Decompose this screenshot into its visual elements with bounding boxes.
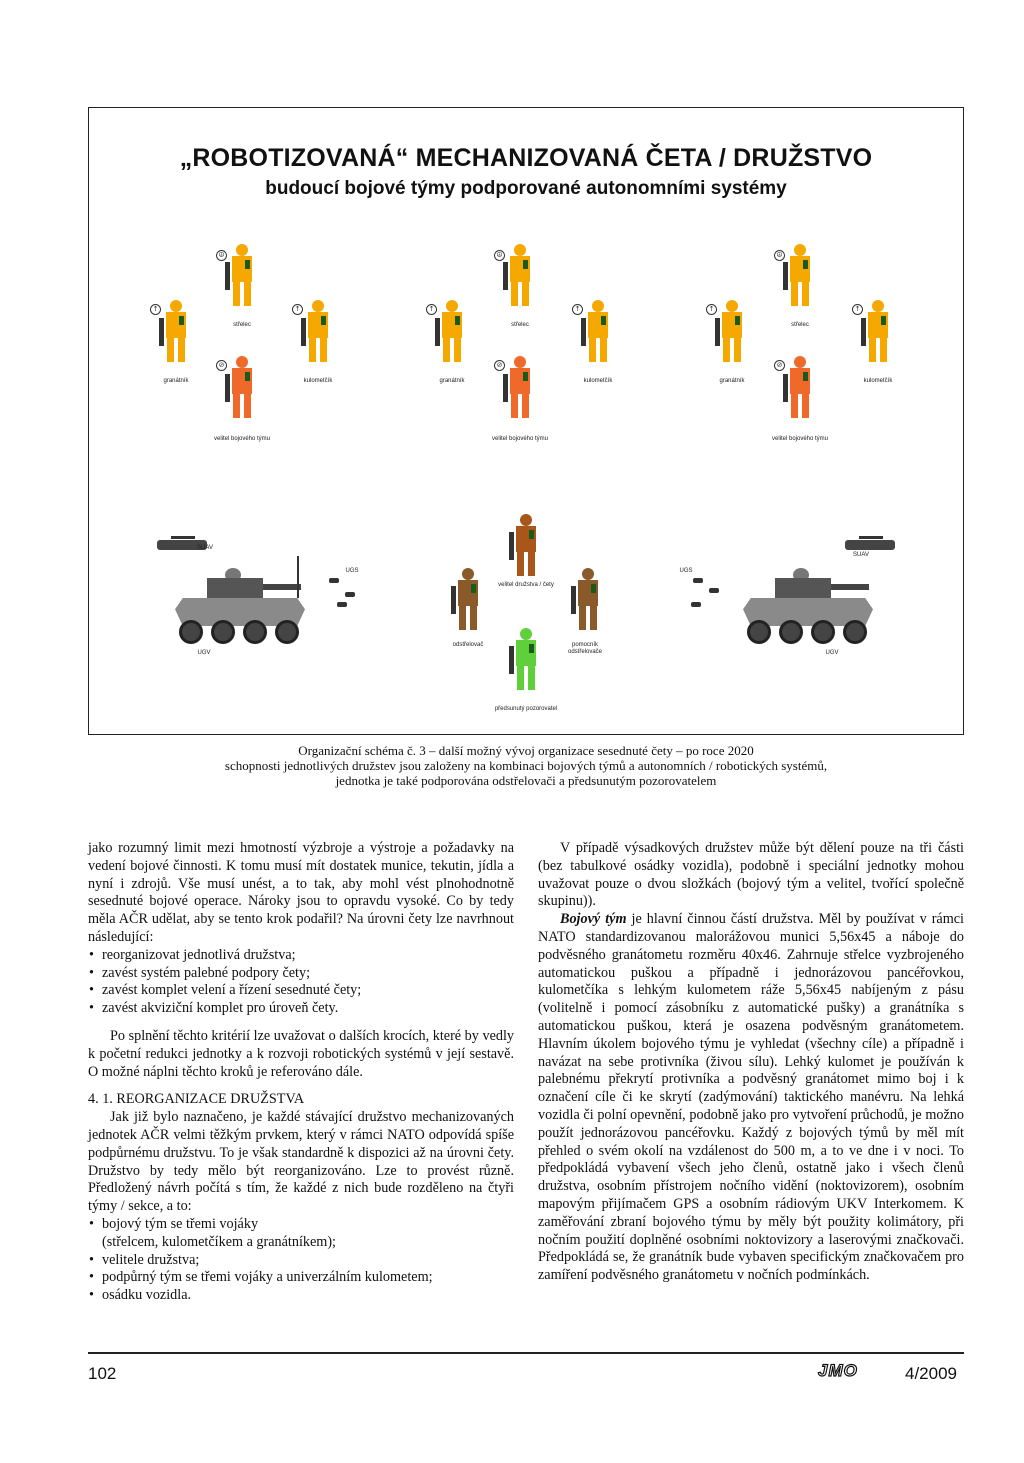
list-item: • zavést komplet velení a řízení sesednuté čety;	[88, 982, 514, 1000]
paragraph: Po splnění těchto kritérií lze uvažovat o dalších krocích, které by vedly k početní redukci jednotky a k rozvoji robotických systémů v její sestavě. O možné náplni těchto kroků je referováno dále.	[88, 1027, 514, 1080]
list-item: • zavést systém palebné podpory čety;	[88, 965, 514, 983]
suav-drone-icon	[845, 540, 895, 550]
right-column	[538, 840, 964, 1285]
peace-symbol-icon: ☮	[774, 250, 785, 261]
label-pozorovatel: předsunutý pozorovatel	[494, 706, 558, 712]
label-velitel-druzstva: velitel družstva / čety	[498, 582, 554, 588]
soldier-granatnik	[721, 300, 743, 362]
figure-title: „ROBOTIZOVANÁ“ MECHANIZOVANÁ ČETA / DRUŽSTVO	[179, 144, 873, 172]
left-column	[88, 840, 514, 1305]
list-item: • podpůrný tým se třemi vojáky a univerzálním kulometem;	[88, 1269, 514, 1287]
label-strelec: střelec	[233, 322, 251, 328]
section-heading: 4. 1. REORGANIZACE DRUŽSTVA	[88, 1091, 305, 1108]
paragraph-text: je hlavní činnou částí družstva. Měl by používat v rámci NATO standardizovanou malorážovou munici 5,56x45 a náboje do podvěsného granátometu rozměru 40x46. Zahrnuje střelce vyzbrojeného automatickou puškou a případně i jednorázovou pancéřovkou, kulometčíka s lehkým kulometem ráže 5,56x45 nabíjeným z pásu (volitelně i pomocí zásobníku z automatické pušky) a granátníka s automatickou puškou, která je osazena podvěsným granátometem. Hlavním úkolem bojového týmu je vyhledat (všechny cíle) a případně i navázat na sebe protivníka (živou sílu). Lehký kulomet je používán k palebnému překrytí protivníka a podvěsný granátomet mimo boj i k označení cíle či ke skrytí (zadýmování) taktického manévru. Na lehká vozidla či polní opevnění, podobně jako pro vytvoření průchodů, je možno použít jednorázovou pancéřovku. Každý z bojových týmů by měl mít přehled o svém okolí na vzdálenost do 500 m, a to ve dne i v noci. To předpokládá vybavení všech jeho členů, ostatně jako i všech členů družstva, osobním přístrojem nočního vidění (noktovizorem), osobním mapovým přijímačem GPS a osobním rádiovým UKV Interkomem. K zaměřování zbraní bojového týmu by měly být použity kolimátory, při nočním použití doplněné osobními noktovizory a laserovými značkovači. Předpokládá se, že granátník bude vybaven specifickým značkovačem pro zamíření podvěsného granátometu v nočních podmínkách.	[538, 911, 964, 1284]
soldier-odstrelovac	[457, 568, 479, 630]
label-ugs: UGS	[345, 568, 359, 574]
list-item: • velitele družstva;	[88, 1252, 514, 1270]
label-velitel-tymu: velitel bojového týmu	[491, 436, 549, 442]
soldier-velitel-tymu	[509, 356, 531, 418]
journal-logo: JMO	[818, 1361, 858, 1380]
bullet-list	[88, 1216, 514, 1305]
label-kulometcik: kulometčík	[863, 378, 893, 384]
caption-line: jednotka je také podporována odstřelovači a předsunutým pozorovatelem	[335, 773, 717, 788]
soldier-kulometcik	[307, 300, 329, 362]
no-symbol-icon: ⊘	[774, 360, 785, 371]
label-ugv: UGV	[825, 650, 839, 656]
label-suav: SUAV	[853, 552, 869, 558]
arrow-up-icon: ↑	[706, 304, 717, 315]
label-kulometcik: kulometčík	[583, 378, 613, 384]
label-velitel-tymu: velitel bojového týmu	[213, 436, 271, 442]
arrow-up-icon: ↑	[292, 304, 303, 315]
label-strelec: střelec	[511, 322, 529, 328]
label-granatnik: granátník	[719, 378, 745, 384]
label-suav: SUAV	[197, 545, 213, 551]
label-ugs: UGS	[679, 568, 693, 574]
soldier-kulometcik	[867, 300, 889, 362]
paragraph: Jak již bylo naznačeno, je každé stávající družstvo mechanizovaných jednotek AČR velmi těžkým prvkem, který v rámci NATO odpovídá spíše podpůrnému družstvu. To je však standardně k dispozici až na úrovni čety. Družstvo by tedy mělo být reorganizováno. Lze to provést různě. Předložený návrh počítá s tím, že každé z nich bude rozděleno na čtyři týmy / sekce, a to:	[88, 1109, 514, 1215]
no-symbol-icon: ⊘	[494, 360, 505, 371]
soldier-velitel-tymu	[789, 356, 811, 418]
bullet-list	[88, 947, 514, 1018]
caption-line: schopnosti jednotlivých družstev jsou založeny na kombinaci bojových týmů a autonomních / robotických systémů,	[224, 758, 828, 773]
soldier-pomocnik	[577, 568, 599, 630]
label-ugv: UGV	[197, 650, 211, 656]
org-chart-figure	[88, 107, 964, 735]
paragraph	[538, 911, 964, 1285]
list-item-text: bojový tým se třemi vojáky	[102, 1215, 259, 1232]
figure-subtitle: budoucí bojové týmy podporované autonomními systémy	[265, 178, 787, 199]
small-robot-icon	[691, 602, 701, 607]
label-granatnik: granátník	[439, 378, 465, 384]
small-robot-icon	[709, 588, 719, 593]
small-robot-icon	[337, 602, 347, 607]
caption-line: Organizační schéma č. 3 – další možný vývoj organizace sesednuté čety – po roce 2020	[298, 743, 754, 758]
soldier-granatnik	[165, 300, 187, 362]
label-velitel-tymu: velitel bojového týmu	[771, 436, 829, 442]
soldier-strelec	[789, 244, 811, 306]
list-item-cont: (střelcem, kulometčíkem a granátníkem);	[102, 1233, 337, 1250]
issue-number: 4/2009	[905, 1364, 957, 1383]
arrow-up-icon: ↑	[150, 304, 161, 315]
label-pomocnik: pomocník odstřelovače	[567, 642, 603, 655]
arrow-up-icon: ↑	[426, 304, 437, 315]
small-robot-icon	[345, 592, 355, 597]
figure-caption	[88, 743, 964, 788]
label-granatnik: granátník	[163, 378, 189, 384]
soldier-granatnik	[441, 300, 463, 362]
label-strelec: střelec	[791, 322, 809, 328]
soldier-velitel-druzstva	[515, 514, 537, 576]
small-robot-icon	[693, 578, 703, 583]
arrow-up-icon: ↑	[572, 304, 583, 315]
small-robot-icon	[329, 578, 339, 583]
soldier-kulometcik	[587, 300, 609, 362]
soldier-pozorovatel	[515, 628, 537, 690]
list-item	[88, 1216, 514, 1252]
soldier-strelec	[509, 244, 531, 306]
list-item: • zavést akviziční komplet pro úroveň čety.	[88, 1000, 514, 1018]
peace-symbol-icon: ☮	[494, 250, 505, 261]
paragraph: V případě výsadkových družstev může být dělení pouze na tři části (bez tabulkové osádky vozidla), podobně i speciální jednotky mohou uvažovat pouze o dvou složkách (bojový tým a velitel, tvořící společně skupinu)).	[538, 840, 964, 910]
soldier-velitel-tymu	[231, 356, 253, 418]
list-item: • osádku vozidla.	[88, 1287, 514, 1305]
label-kulometcik: kulometčík	[303, 378, 333, 384]
arrow-up-icon: ↑	[852, 304, 863, 315]
no-symbol-icon: ⊘	[216, 360, 227, 371]
paragraph: jako rozumný limit mezi hmotností výzbroje a výstroje a požadavky na vedení bojové činnosti. K tomu musí mít dostatek munice, tekutin, jídla a nyní i zdrojů. Vše musí unést, a to tak, aby mohl vést plnohodnotně sesednuté bojové operace. Nároky jsou to opravdu vysoké. Co by tedy měla AČR udělat, aby se tento krok podařil? Na úrovni čety lze navrhnout následující:	[88, 840, 514, 945]
soldier-strelec	[231, 244, 253, 306]
page-number: 102	[88, 1364, 117, 1383]
peace-symbol-icon: ☮	[216, 250, 227, 261]
list-item: • reorganizovat jednotlivá družstva;	[88, 947, 514, 965]
term-bojovy-tym: Bojový tým	[560, 911, 627, 928]
footer-rule	[88, 1352, 964, 1354]
label-odstrelovac: odstřelovač	[452, 642, 484, 648]
